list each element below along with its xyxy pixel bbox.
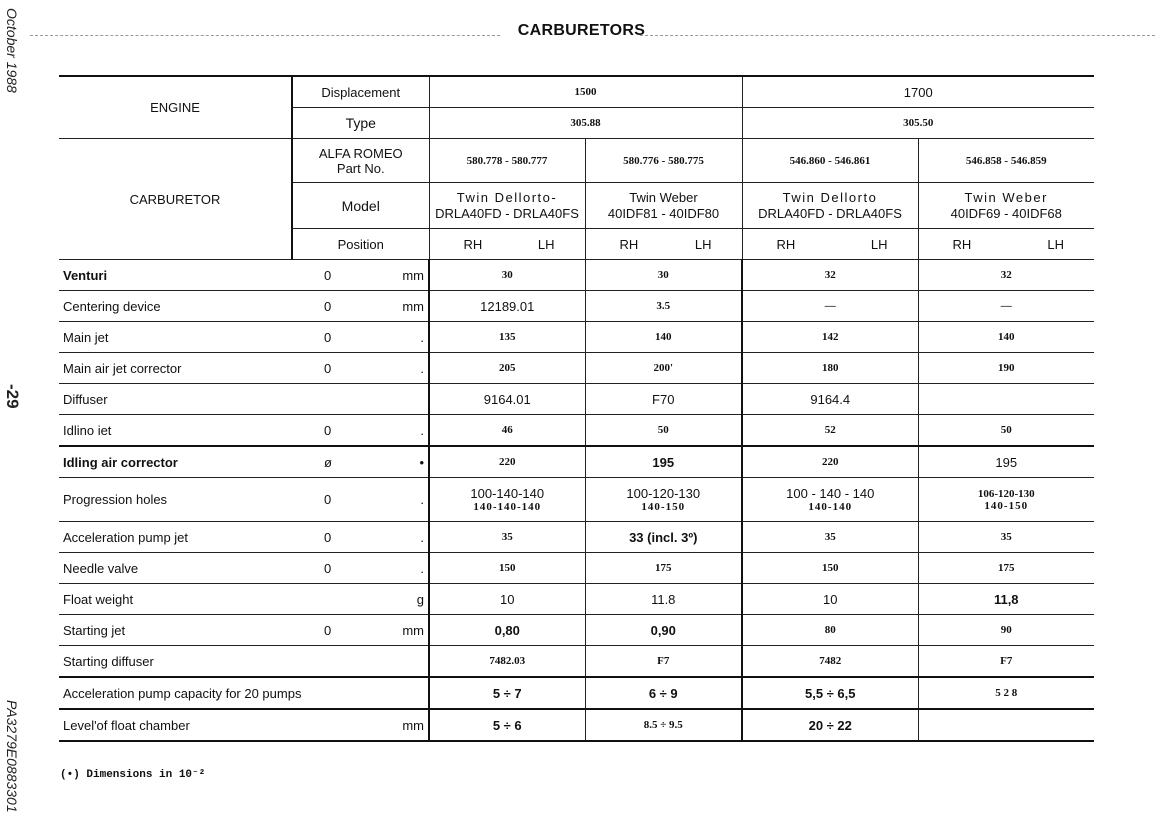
model-label: Model bbox=[292, 183, 429, 229]
spec-value-text: 6 ÷ 9 bbox=[648, 685, 678, 701]
spec-value-text: 20 ÷ 22 bbox=[808, 717, 852, 733]
spec-value-text: 50 bbox=[1000, 424, 1012, 436]
spec-row bbox=[59, 584, 1094, 615]
spec-value-text: 150 bbox=[822, 562, 839, 574]
spec-value-text: 5 2 8 bbox=[995, 687, 1018, 699]
spec-value bbox=[429, 584, 585, 615]
spec-value bbox=[742, 260, 918, 291]
spec-value bbox=[918, 615, 1094, 646]
pos-rh: RH bbox=[952, 236, 972, 252]
spec-unit: . bbox=[420, 360, 424, 376]
spec-value bbox=[742, 291, 918, 322]
spec-row bbox=[59, 415, 1094, 447]
spec-value bbox=[429, 553, 585, 584]
spec-value bbox=[585, 646, 742, 678]
spec-symbol: ø bbox=[324, 454, 332, 470]
spec-value bbox=[918, 646, 1094, 678]
spec-row bbox=[59, 260, 1094, 291]
spec-label-cell bbox=[59, 446, 429, 478]
type-label: Type bbox=[292, 108, 429, 139]
model-cell bbox=[742, 183, 918, 229]
model-line2: DRLA40FD - DRLA40FS bbox=[435, 205, 579, 221]
spec-row bbox=[59, 353, 1094, 384]
pos-lh: LH bbox=[1047, 236, 1065, 252]
spec-unit: • bbox=[419, 454, 424, 470]
position-cell bbox=[585, 229, 742, 260]
spec-label-cell bbox=[59, 322, 429, 353]
spec-value-text: 180 bbox=[822, 362, 839, 374]
spec-value bbox=[918, 384, 1094, 415]
displacement-1700: 1700 bbox=[742, 76, 1094, 108]
spec-value-text: 33 (incl. 3º) bbox=[629, 529, 698, 545]
spec-value-text: F7 bbox=[657, 655, 670, 667]
page-title: CARBURETORS bbox=[517, 22, 646, 39]
spec-value-text: 100-140-140 bbox=[470, 486, 545, 501]
spec-unit: . bbox=[420, 560, 424, 576]
pos-rh: RH bbox=[776, 236, 796, 252]
spec-value bbox=[429, 384, 585, 415]
spec-label: Diffuser bbox=[63, 391, 108, 407]
spec-value bbox=[918, 553, 1094, 584]
spec-value-text: 190 bbox=[998, 362, 1015, 374]
spec-row bbox=[59, 553, 1094, 584]
spec-row bbox=[59, 646, 1094, 678]
spec-value bbox=[585, 415, 742, 447]
spec-value bbox=[918, 260, 1094, 291]
spec-unit: mm bbox=[402, 267, 424, 283]
spec-unit bbox=[384, 392, 424, 407]
part-label-line1: ALFA ROMEO bbox=[318, 145, 403, 161]
spec-label-cell bbox=[59, 384, 429, 415]
spec-value-text: 135 bbox=[499, 331, 516, 343]
model-line2: DRLA40FD - DRLA40FS bbox=[758, 205, 902, 221]
spec-label: Venturi bbox=[63, 267, 108, 283]
spec-value bbox=[429, 615, 585, 646]
pos-rh: RH bbox=[619, 236, 639, 252]
spec-value bbox=[742, 415, 918, 447]
spec-label: Acceleration pump capacity for 20 pumps bbox=[63, 685, 302, 701]
spec-value bbox=[742, 584, 918, 615]
position-cell bbox=[742, 229, 918, 260]
document-code: PA3279E0883301 bbox=[4, 700, 20, 813]
spec-value bbox=[429, 353, 585, 384]
spec-value-text: 5 ÷ 6 bbox=[492, 717, 522, 733]
spec-value bbox=[585, 522, 742, 553]
spec-unit: . bbox=[420, 329, 424, 345]
spec-value-text: 140 bbox=[655, 331, 672, 343]
spec-label-cell bbox=[59, 709, 429, 741]
spec-value bbox=[918, 709, 1094, 741]
spec-value-text: 46 bbox=[501, 424, 513, 436]
spec-value bbox=[742, 677, 918, 709]
spec-symbol: 0 bbox=[324, 422, 332, 438]
spec-unit: mm bbox=[402, 717, 424, 733]
pos-lh: LH bbox=[870, 236, 888, 252]
spec-label: Idlino iet bbox=[63, 422, 112, 438]
spec-symbol: 0 bbox=[324, 529, 332, 545]
spec-value-text: — bbox=[1000, 300, 1012, 312]
spec-unit: . bbox=[420, 529, 424, 545]
spec-label: Starting jet bbox=[63, 622, 126, 638]
spec-symbol: 0 bbox=[324, 492, 332, 507]
model-line1: Twin Weber bbox=[964, 189, 1048, 205]
spec-label: Acceleration pump jet bbox=[63, 529, 189, 545]
engine-label: ENGINE bbox=[59, 76, 292, 139]
spec-value-text: 32 bbox=[824, 269, 836, 281]
spec-value-text: 30 bbox=[501, 269, 513, 281]
spec-label: Needle valve bbox=[63, 560, 139, 576]
spec-label: Main jet bbox=[63, 329, 109, 345]
spec-value bbox=[742, 709, 918, 741]
spec-value-text: 8.5 ÷ 9.5 bbox=[643, 719, 683, 731]
spec-value-text: 30 bbox=[657, 269, 669, 281]
carburetor-spec-table bbox=[59, 75, 1094, 742]
spec-value bbox=[585, 353, 742, 384]
spec-value bbox=[742, 446, 918, 478]
spec-unit: g bbox=[416, 591, 424, 607]
spec-value-text: 195 bbox=[995, 454, 1018, 470]
spec-value bbox=[585, 584, 742, 615]
spec-value-text: 5 ÷ 7 bbox=[492, 685, 522, 701]
spec-row bbox=[59, 677, 1094, 709]
spec-value-text: 10 bbox=[500, 591, 515, 607]
spec-value-text: 10 bbox=[823, 591, 838, 607]
spec-label-cell bbox=[59, 677, 429, 709]
pos-rh: RH bbox=[463, 236, 483, 252]
spec-symbol bbox=[324, 392, 384, 407]
part-no-cell: 546.858 - 546.859 bbox=[918, 139, 1094, 183]
spec-label-cell bbox=[59, 260, 429, 291]
side-date: October 1988 bbox=[4, 8, 20, 93]
spec-symbol bbox=[324, 686, 384, 701]
spec-row bbox=[59, 322, 1094, 353]
spec-value bbox=[918, 353, 1094, 384]
spec-value-text: 11.8 bbox=[651, 591, 676, 607]
displacement-1500: 1500 bbox=[429, 76, 742, 108]
spec-value bbox=[918, 478, 1094, 522]
spec-value-text: 3.5 bbox=[656, 300, 671, 312]
position-cell bbox=[918, 229, 1094, 260]
spec-value-text: 142 bbox=[822, 331, 839, 343]
spec-value bbox=[585, 322, 742, 353]
spec-value-text: 7482.03 bbox=[489, 655, 526, 667]
carburetor-label: CARBURETOR bbox=[59, 139, 292, 260]
model-line1: Twin Dellorto- bbox=[456, 189, 558, 205]
spec-label-cell bbox=[59, 415, 429, 447]
spec-value bbox=[585, 478, 742, 522]
model-cell bbox=[918, 183, 1094, 229]
spec-value bbox=[918, 446, 1094, 478]
spec-value bbox=[429, 446, 585, 478]
part-no-row bbox=[59, 139, 1094, 183]
displacement-row bbox=[59, 76, 1094, 108]
spec-value bbox=[585, 553, 742, 584]
spec-unit: . bbox=[420, 422, 424, 438]
spec-value-text: 32 bbox=[1000, 269, 1012, 281]
spec-label: Idling air corrector bbox=[63, 454, 178, 470]
type-1500: 305.88 bbox=[429, 108, 742, 139]
spec-value-text: 80 bbox=[824, 624, 836, 636]
spec-value bbox=[742, 522, 918, 553]
spec-value-text: 35 bbox=[824, 531, 836, 543]
part-no-cell: 580.776 - 580.775 bbox=[585, 139, 742, 183]
spec-value-text: 100 - 140 - 140 bbox=[786, 486, 875, 501]
spec-value-text: — bbox=[824, 300, 836, 312]
spec-value bbox=[918, 522, 1094, 553]
spec-value-text: 50 bbox=[657, 424, 669, 436]
spec-symbol: 0 bbox=[324, 329, 332, 345]
spec-value bbox=[742, 322, 918, 353]
spec-value-text: F70 bbox=[652, 391, 675, 407]
spec-value-text: 9164.01 bbox=[483, 391, 531, 407]
spec-value bbox=[918, 415, 1094, 447]
spec-value-text: 52 bbox=[824, 424, 836, 436]
spec-value bbox=[429, 677, 585, 709]
spec-value bbox=[742, 646, 918, 678]
spec-symbol bbox=[324, 654, 384, 669]
displacement-label: Displacement bbox=[292, 76, 429, 108]
spec-value-text: 220 bbox=[499, 456, 516, 468]
spec-value-text: 9164.4 bbox=[810, 391, 851, 407]
spec-value-text: 220 bbox=[822, 456, 839, 468]
spec-unit: . bbox=[420, 492, 424, 507]
spec-symbol: 0 bbox=[324, 622, 332, 638]
spec-value-text: 11,8 bbox=[993, 591, 1019, 607]
spec-value-text: 12189.01 bbox=[480, 298, 535, 314]
footnote: (•) Dimensions in 10⁻² bbox=[60, 769, 206, 781]
position-cell bbox=[429, 229, 585, 260]
model-line1: Twin Weber bbox=[629, 189, 698, 205]
spec-symbol: 0 bbox=[324, 267, 332, 283]
spec-label: Main air jet corrector bbox=[63, 360, 182, 376]
spec-value bbox=[585, 615, 742, 646]
spec-label-cell bbox=[59, 584, 429, 615]
spec-value bbox=[742, 615, 918, 646]
spec-value bbox=[585, 260, 742, 291]
spec-unit: mm bbox=[402, 298, 424, 314]
part-no-label bbox=[292, 139, 429, 183]
model-cell bbox=[585, 183, 742, 229]
part-label-line2: Part No. bbox=[336, 160, 385, 176]
part-no-cell: 580.778 - 580.777 bbox=[429, 139, 585, 183]
spec-row bbox=[59, 615, 1094, 646]
spec-label: Float weight bbox=[63, 591, 134, 607]
spec-value bbox=[429, 478, 585, 522]
spec-value-text: 0,90 bbox=[650, 622, 676, 638]
spec-row bbox=[59, 709, 1094, 741]
spec-unit: mm bbox=[402, 622, 424, 638]
model-line2: 40IDF81 - 40IDF80 bbox=[607, 205, 720, 221]
spec-value-text: 150 bbox=[499, 562, 516, 574]
spec-value bbox=[918, 322, 1094, 353]
spec-label-cell bbox=[59, 615, 429, 646]
spec-label-cell bbox=[59, 553, 429, 584]
spec-value bbox=[742, 353, 918, 384]
spec-label-cell bbox=[59, 646, 429, 678]
spec-value bbox=[918, 291, 1094, 322]
spec-value bbox=[585, 709, 742, 741]
spec-symbol: 0 bbox=[324, 560, 332, 576]
spec-label: Progression holes bbox=[63, 492, 168, 507]
model-line1: Twin Dellorto bbox=[782, 189, 878, 205]
spec-value-text: 140 bbox=[998, 331, 1015, 343]
spec-value-text: 205 bbox=[499, 362, 516, 374]
spec-symbol: 0 bbox=[324, 298, 332, 314]
spec-value bbox=[429, 322, 585, 353]
spec-row bbox=[59, 446, 1094, 478]
spec-row bbox=[59, 522, 1094, 553]
spec-value-text-2: 140-140 bbox=[808, 501, 853, 513]
spec-value-text: 35 bbox=[501, 531, 513, 543]
position-label: Position bbox=[292, 229, 429, 260]
spec-label: Centering device bbox=[63, 298, 161, 314]
spec-value-text-2: 140-150 bbox=[641, 501, 686, 513]
spec-value bbox=[585, 446, 742, 478]
spec-unit bbox=[384, 654, 424, 669]
spec-value-text: 5,5 ÷ 6,5 bbox=[804, 685, 856, 701]
spec-value-text: 175 bbox=[655, 562, 672, 574]
model-line2: 40IDF69 - 40IDF68 bbox=[950, 205, 1062, 221]
spec-value-text: 7482 bbox=[819, 655, 842, 667]
spec-label: Starting diffuser bbox=[63, 653, 154, 669]
spec-unit bbox=[384, 686, 424, 701]
spec-value-text: 90 bbox=[1000, 624, 1012, 636]
spec-label-cell bbox=[59, 478, 429, 522]
spec-value bbox=[742, 553, 918, 584]
page-number: -29 bbox=[3, 384, 22, 409]
spec-value bbox=[585, 384, 742, 415]
spec-value bbox=[429, 291, 585, 322]
spec-value-text: 106-120-130 bbox=[977, 487, 1035, 500]
spec-value bbox=[918, 677, 1094, 709]
spec-label: Level'of float chamber bbox=[63, 717, 190, 733]
spec-value-text: 100-120-130 bbox=[626, 486, 701, 501]
spec-value bbox=[742, 384, 918, 415]
spec-value bbox=[429, 522, 585, 553]
spec-value-text-2: 140-150 bbox=[984, 499, 1029, 512]
part-no-cell: 546.860 - 546.861 bbox=[742, 139, 918, 183]
spec-value bbox=[742, 478, 918, 522]
spec-symbol bbox=[324, 592, 384, 607]
spec-value-text: 195 bbox=[652, 454, 675, 470]
spec-value bbox=[585, 291, 742, 322]
spec-label-cell bbox=[59, 522, 429, 553]
spec-value bbox=[429, 646, 585, 678]
spec-value-text: 175 bbox=[998, 562, 1015, 574]
spec-value-text-2: 140-140-140 bbox=[473, 501, 542, 513]
spec-label-cell bbox=[59, 291, 429, 322]
model-cell bbox=[429, 183, 585, 229]
spec-value bbox=[429, 709, 585, 741]
pos-lh: LH bbox=[537, 236, 555, 252]
spec-value-text: 200' bbox=[653, 362, 674, 374]
type-1700: 305.50 bbox=[742, 108, 1094, 139]
spec-value bbox=[918, 584, 1094, 615]
spec-value bbox=[429, 415, 585, 447]
spec-symbol: 0 bbox=[324, 360, 332, 376]
spec-row bbox=[59, 384, 1094, 415]
spec-row bbox=[59, 478, 1094, 522]
spec-value-text: 0,80 bbox=[494, 622, 520, 638]
spec-symbol bbox=[324, 718, 384, 733]
spec-value-text: 35 bbox=[1000, 531, 1012, 543]
spec-label-cell bbox=[59, 353, 429, 384]
pos-lh: LH bbox=[694, 236, 712, 252]
spec-value bbox=[429, 260, 585, 291]
spec-row bbox=[59, 291, 1094, 322]
spec-value bbox=[585, 677, 742, 709]
spec-value-text: F7 bbox=[1000, 655, 1013, 667]
